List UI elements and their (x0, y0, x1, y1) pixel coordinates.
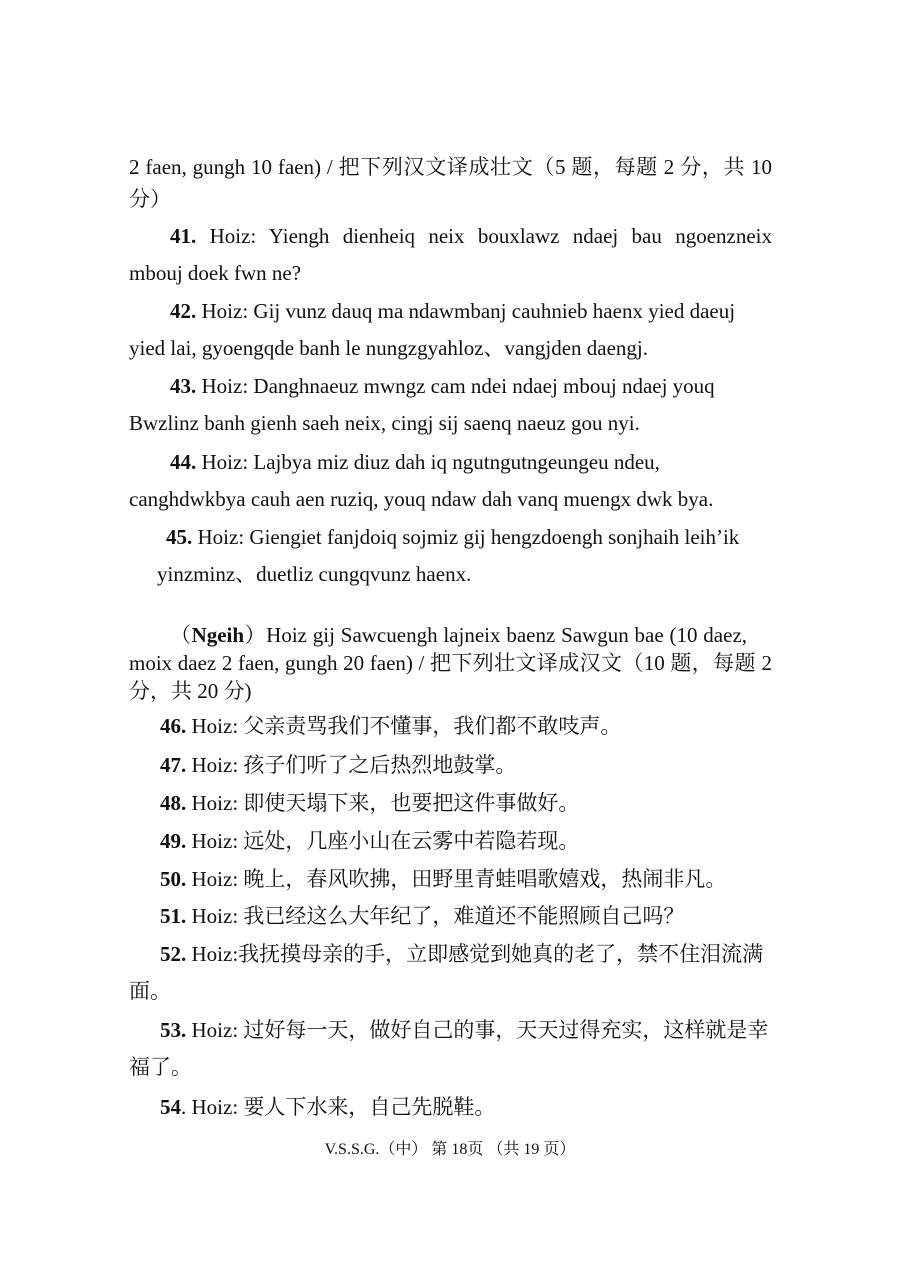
question-50: 50. Hoiz: 晚上，春风吹拂，田野里青蛙唱歌嬉戏，热闹非凡。 (160, 867, 727, 891)
question-48: 48. Hoiz: 即使天塌下来，也要把这件事做好。 (160, 791, 580, 815)
question-number: 49. (160, 829, 187, 853)
question-number: 43. (170, 374, 197, 398)
question-52-line2: 面。 (129, 979, 171, 1003)
question-number: 41. (170, 224, 197, 248)
question-number: 46. (160, 714, 187, 738)
question-51: 51. Hoiz: 我已经这么大年纪了，难道还不能照顾自己吗？ (160, 904, 685, 928)
question-43-line2: Bwzlinz banh gienh saeh neix, cingj sij saenq naeuz gou nyi. (129, 411, 640, 435)
question-number: 54 (160, 1095, 181, 1119)
section-b-label: Ngeih (191, 623, 245, 647)
question-45-line1: 45. Hoiz: Giengiet fanjdoiq sojmiz gij hengzdoengh sonjhaih leih’ik (166, 525, 740, 549)
question-43-line1: 43. Hoiz: Danghnaeuz mwngz cam ndei ndaej mbouj ndaej youq (170, 374, 715, 398)
question-54: 54. Hoiz: 要人下水来，自己先脱鞋。 (160, 1095, 496, 1119)
question-46: 46. Hoiz: 父亲责骂我们不懂事，我们都不敢吱声。 (160, 714, 622, 738)
question-53-line2: 福了。 (129, 1055, 192, 1079)
section-b-header-line1: （Ngeih）Hoiz gij Sawcuengh lajneix baenz Sawgun bae (10 daez, (170, 623, 748, 647)
question-number: 48. (160, 791, 187, 815)
question-52-line1: 52. Hoiz:我抚摸母亲的手，立即感觉到她真的老了，禁不住泪流满 (160, 942, 764, 966)
question-number: 51. (160, 904, 187, 928)
page-footer: V.S.S.G.（中） 第 18页 （共 19 页） (324, 1141, 576, 1158)
section-intro-line2: 分） (129, 187, 171, 211)
question-number: 44. (170, 450, 197, 474)
section-intro-line1: 2 faen, gungh 10 faen) / 把下列汉文译成壮文（5 题，每题 2 分，共 10 (129, 155, 772, 179)
question-number: 53. (160, 1018, 187, 1042)
question-number: 52. (160, 942, 187, 966)
section-b-header-line3: 分，共 20 分) (129, 679, 252, 703)
question-41-line2: mbouj doek fwn ne? (129, 261, 302, 285)
question-44-line2: canghdwkbya cauh aen ruziq, youq ndaw dah vanq muengx dwk bya. (129, 487, 714, 511)
question-number: 45. (166, 525, 193, 549)
question-41-line1: 41. Hoiz: Yiengh dienheiq neix bouxlawz ndaej bau ngoenzneix (170, 224, 772, 248)
question-number: 42. (170, 299, 197, 323)
section-b-header-line2: moix daez 2 faen, gungh 20 faen) / 把下列壮文译成汉文（10 题，每题 2 (129, 651, 772, 675)
question-number: 50. (160, 867, 187, 891)
question-49: 49. Hoiz: 远处，几座小山在云雾中若隐若现。 (160, 829, 580, 853)
question-42-line2: yied lai, gyoengqde banh le nungzgyahloz、vangjden daengj. (129, 336, 649, 360)
question-45-line2: yinzminz、duetliz cungqvunz haenx. (157, 562, 472, 586)
question-53-line1: 53. Hoiz: 过好每一天，做好自己的事，天天过得充实，这样就是幸 (160, 1018, 769, 1042)
question-number: 47. (160, 753, 187, 777)
question-44-line1: 44. Hoiz: Lajbya miz diuz dah iq ngutngutngeungeu ndeu, (170, 450, 660, 474)
question-42-line1: 42. Hoiz: Gij vunz dauq ma ndawmbanj cauhnieb haenx yied daeuj (170, 299, 736, 323)
question-47: 47. Hoiz: 孩子们听了之后热烈地鼓掌。 (160, 753, 517, 777)
